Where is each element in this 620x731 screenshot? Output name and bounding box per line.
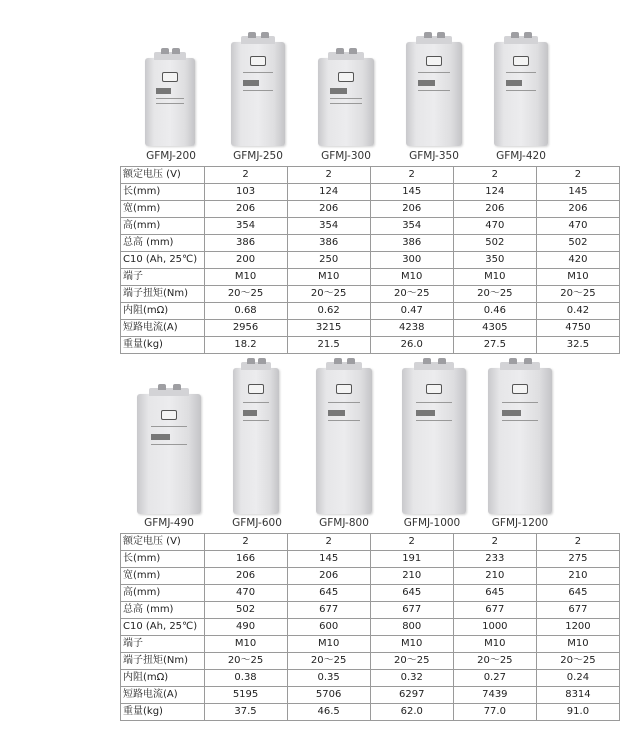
- spec-value: 0.47: [370, 303, 453, 320]
- spec-value: 27.5: [453, 337, 536, 354]
- spec-value: 210: [370, 568, 453, 585]
- spec-value: 470: [453, 218, 536, 235]
- spec-value: 145: [287, 551, 370, 568]
- spec-value: 20～25: [370, 286, 453, 303]
- spec-value: 0.62: [287, 303, 370, 320]
- model-name: GFMJ-250: [233, 150, 283, 162]
- spec-label: 额定电压 (V): [121, 534, 205, 551]
- spec-value: 124: [287, 184, 370, 201]
- spec-value: 191: [370, 551, 453, 568]
- spec-value: 350: [453, 252, 536, 269]
- spec-value: 5706: [287, 687, 370, 704]
- spec-value: 0.24: [536, 670, 619, 687]
- spec-value: 20～25: [287, 286, 370, 303]
- spec-value: 206: [204, 568, 287, 585]
- spec-label: 短路电流(A): [121, 320, 205, 337]
- spec-value: 7439: [453, 687, 536, 704]
- spec-value: 2: [453, 167, 536, 184]
- spec-row: [121, 252, 620, 269]
- spec-value: M10: [370, 269, 453, 286]
- spec-value: M10: [453, 269, 536, 286]
- spec-value: M10: [536, 269, 619, 286]
- spec-label: 长(mm): [121, 184, 205, 201]
- spec-label: 总高 (mm): [121, 235, 205, 252]
- spec-row: [121, 670, 620, 687]
- spec-row: [121, 653, 620, 670]
- battery-image-gfmj-1000: [402, 368, 466, 514]
- spec-value: 677: [287, 602, 370, 619]
- spec-value: 4750: [536, 320, 619, 337]
- spec-value: 386: [287, 235, 370, 252]
- spec-value: 206: [370, 201, 453, 218]
- model-name: GFMJ-800: [319, 517, 369, 529]
- spec-value: 20～25: [453, 286, 536, 303]
- spec-value: 166: [204, 551, 287, 568]
- spec-value: M10: [204, 636, 287, 653]
- spec-value: M10: [370, 636, 453, 653]
- battery-image-gfmj-490: [137, 394, 201, 514]
- spec-label: 高(mm): [121, 218, 205, 235]
- model-name: GFMJ-350: [409, 150, 459, 162]
- spec-value: M10: [287, 636, 370, 653]
- spec-value: 502: [453, 235, 536, 252]
- spec-value: 32.5: [536, 337, 619, 354]
- spec-value: 62.0: [370, 704, 453, 721]
- spec-value: 6297: [370, 687, 453, 704]
- spec-value: 0.38: [204, 670, 287, 687]
- spec-value: 800: [370, 619, 453, 636]
- spec-row: [121, 218, 620, 235]
- spec-value: 300: [370, 252, 453, 269]
- spec-value: 124: [453, 184, 536, 201]
- spec-value: 386: [370, 235, 453, 252]
- spec-value: 2: [204, 167, 287, 184]
- spec-row: [121, 167, 620, 184]
- spec-value: 386: [204, 235, 287, 252]
- spec-value: 645: [536, 585, 619, 602]
- spec-label: 长(mm): [121, 551, 205, 568]
- spec-value: 200: [204, 252, 287, 269]
- spec-label: 重量(kg): [121, 337, 205, 354]
- spec-value: 21.5: [287, 337, 370, 354]
- battery-images-row-2: [0, 350, 620, 514]
- spec-row: [121, 286, 620, 303]
- spec-value: 20～25: [287, 653, 370, 670]
- spec-value: 645: [453, 585, 536, 602]
- spec-value: 677: [536, 602, 619, 619]
- spec-value: 26.0: [370, 337, 453, 354]
- spec-value: 145: [536, 184, 619, 201]
- spec-value: 233: [453, 551, 536, 568]
- spec-value: 0.46: [453, 303, 536, 320]
- spec-value: 2: [536, 534, 619, 551]
- spec-value: 420: [536, 252, 619, 269]
- spec-value: 502: [536, 235, 619, 252]
- battery-image-gfmj-300: [318, 58, 374, 146]
- spec-value: 354: [287, 218, 370, 235]
- spec-value: 77.0: [453, 704, 536, 721]
- spec-value: 354: [370, 218, 453, 235]
- spec-value: 645: [370, 585, 453, 602]
- spec-label: 宽(mm): [121, 568, 205, 585]
- spec-value: 20～25: [453, 653, 536, 670]
- spec-row: [121, 184, 620, 201]
- spec-value: 600: [287, 619, 370, 636]
- spec-label: 宽(mm): [121, 201, 205, 218]
- spec-row: [121, 551, 620, 568]
- spec-table-2: [120, 533, 620, 721]
- spec-value: 490: [204, 619, 287, 636]
- spec-value: 677: [453, 602, 536, 619]
- spec-value: 20～25: [536, 286, 619, 303]
- spec-value: 37.5: [204, 704, 287, 721]
- spec-label: 端子扭矩(Nm): [121, 286, 205, 303]
- spec-label: 高(mm): [121, 585, 205, 602]
- battery-image-gfmj-200: [145, 58, 195, 146]
- spec-value: 206: [453, 201, 536, 218]
- spec-value: 145: [370, 184, 453, 201]
- battery-image-gfmj-600: [233, 368, 279, 514]
- spec-value: 206: [204, 201, 287, 218]
- spec-value: 1000: [453, 619, 536, 636]
- spec-value: 4305: [453, 320, 536, 337]
- spec-value: 3215: [287, 320, 370, 337]
- spec-table-1: [120, 166, 620, 354]
- spec-value: 2956: [204, 320, 287, 337]
- battery-section-2: [0, 350, 620, 731]
- spec-value: 0.32: [370, 670, 453, 687]
- spec-value: 91.0: [536, 704, 619, 721]
- spec-value: 8314: [536, 687, 619, 704]
- battery-image-gfmj-350: [406, 42, 462, 146]
- spec-label: C10 (Ah, 25℃): [121, 619, 205, 636]
- spec-label: 端子扭矩(Nm): [121, 653, 205, 670]
- spec-row: [121, 568, 620, 585]
- spec-value: 502: [204, 602, 287, 619]
- spec-value: 250: [287, 252, 370, 269]
- spec-label: 总高 (mm): [121, 602, 205, 619]
- model-name: GFMJ-1200: [491, 517, 549, 529]
- spec-label: 重量(kg): [121, 704, 205, 721]
- spec-label: 端子: [121, 636, 205, 653]
- spec-value: 206: [287, 201, 370, 218]
- spec-value: 2: [536, 167, 619, 184]
- spec-row: [121, 687, 620, 704]
- spec-row: [121, 235, 620, 252]
- spec-value: 210: [453, 568, 536, 585]
- battery-image-gfmj-250: [231, 42, 285, 146]
- spec-label: C10 (Ah, 25℃): [121, 252, 205, 269]
- spec-value: 4238: [370, 320, 453, 337]
- spec-row: [121, 320, 620, 337]
- model-name: GFMJ-300: [321, 150, 371, 162]
- spec-value: 210: [536, 568, 619, 585]
- spec-value: M10: [536, 636, 619, 653]
- model-name: GFMJ-490: [144, 517, 194, 529]
- spec-row: [121, 619, 620, 636]
- spec-row: [121, 636, 620, 653]
- spec-value: 2: [370, 534, 453, 551]
- spec-row: [121, 602, 620, 619]
- spec-value: 2: [370, 167, 453, 184]
- battery-image-gfmj-1200: [488, 368, 552, 514]
- battery-images-row-1: [0, 0, 620, 146]
- spec-value: 2: [287, 167, 370, 184]
- spec-value: M10: [204, 269, 287, 286]
- spec-value: 206: [536, 201, 619, 218]
- spec-value: 20～25: [204, 653, 287, 670]
- spec-value: M10: [453, 636, 536, 653]
- spec-row: [121, 704, 620, 721]
- model-name: GFMJ-600: [232, 517, 282, 529]
- battery-image-gfmj-800: [316, 368, 372, 514]
- model-name: GFMJ-200: [146, 150, 196, 162]
- spec-value: 2: [204, 534, 287, 551]
- spec-value: 354: [204, 218, 287, 235]
- spec-label: 内阻(mΩ): [121, 303, 205, 320]
- spec-value: 5195: [204, 687, 287, 704]
- spec-value: 0.35: [287, 670, 370, 687]
- spec-row: [121, 303, 620, 320]
- spec-label: 端子: [121, 269, 205, 286]
- spec-value: 206: [287, 568, 370, 585]
- spec-value: 20～25: [370, 653, 453, 670]
- spec-value: 0.27: [453, 670, 536, 687]
- model-name: GFMJ-420: [496, 150, 546, 162]
- spec-value: 1200: [536, 619, 619, 636]
- battery-section-1: [0, 0, 620, 350]
- spec-value: 2: [453, 534, 536, 551]
- spec-label: 额定电压 (V): [121, 167, 205, 184]
- spec-row: [121, 585, 620, 602]
- battery-image-gfmj-420: [494, 42, 548, 146]
- spec-row: [121, 534, 620, 551]
- spec-value: 20～25: [536, 653, 619, 670]
- spec-value: 470: [204, 585, 287, 602]
- spec-value: 275: [536, 551, 619, 568]
- spec-label: 短路电流(A): [121, 687, 205, 704]
- spec-value: 645: [287, 585, 370, 602]
- spec-value: 103: [204, 184, 287, 201]
- spec-value: 20～25: [204, 286, 287, 303]
- spec-value: 0.42: [536, 303, 619, 320]
- spec-row: [121, 201, 620, 218]
- spec-value: 470: [536, 218, 619, 235]
- spec-value: 18.2: [204, 337, 287, 354]
- spec-row: [121, 269, 620, 286]
- spec-value: 46.5: [287, 704, 370, 721]
- spec-value: M10: [287, 269, 370, 286]
- spec-value: 0.68: [204, 303, 287, 320]
- model-name: GFMJ-1000: [403, 517, 461, 529]
- spec-value: 677: [370, 602, 453, 619]
- spec-value: 2: [287, 534, 370, 551]
- spec-label: 内阻(mΩ): [121, 670, 205, 687]
